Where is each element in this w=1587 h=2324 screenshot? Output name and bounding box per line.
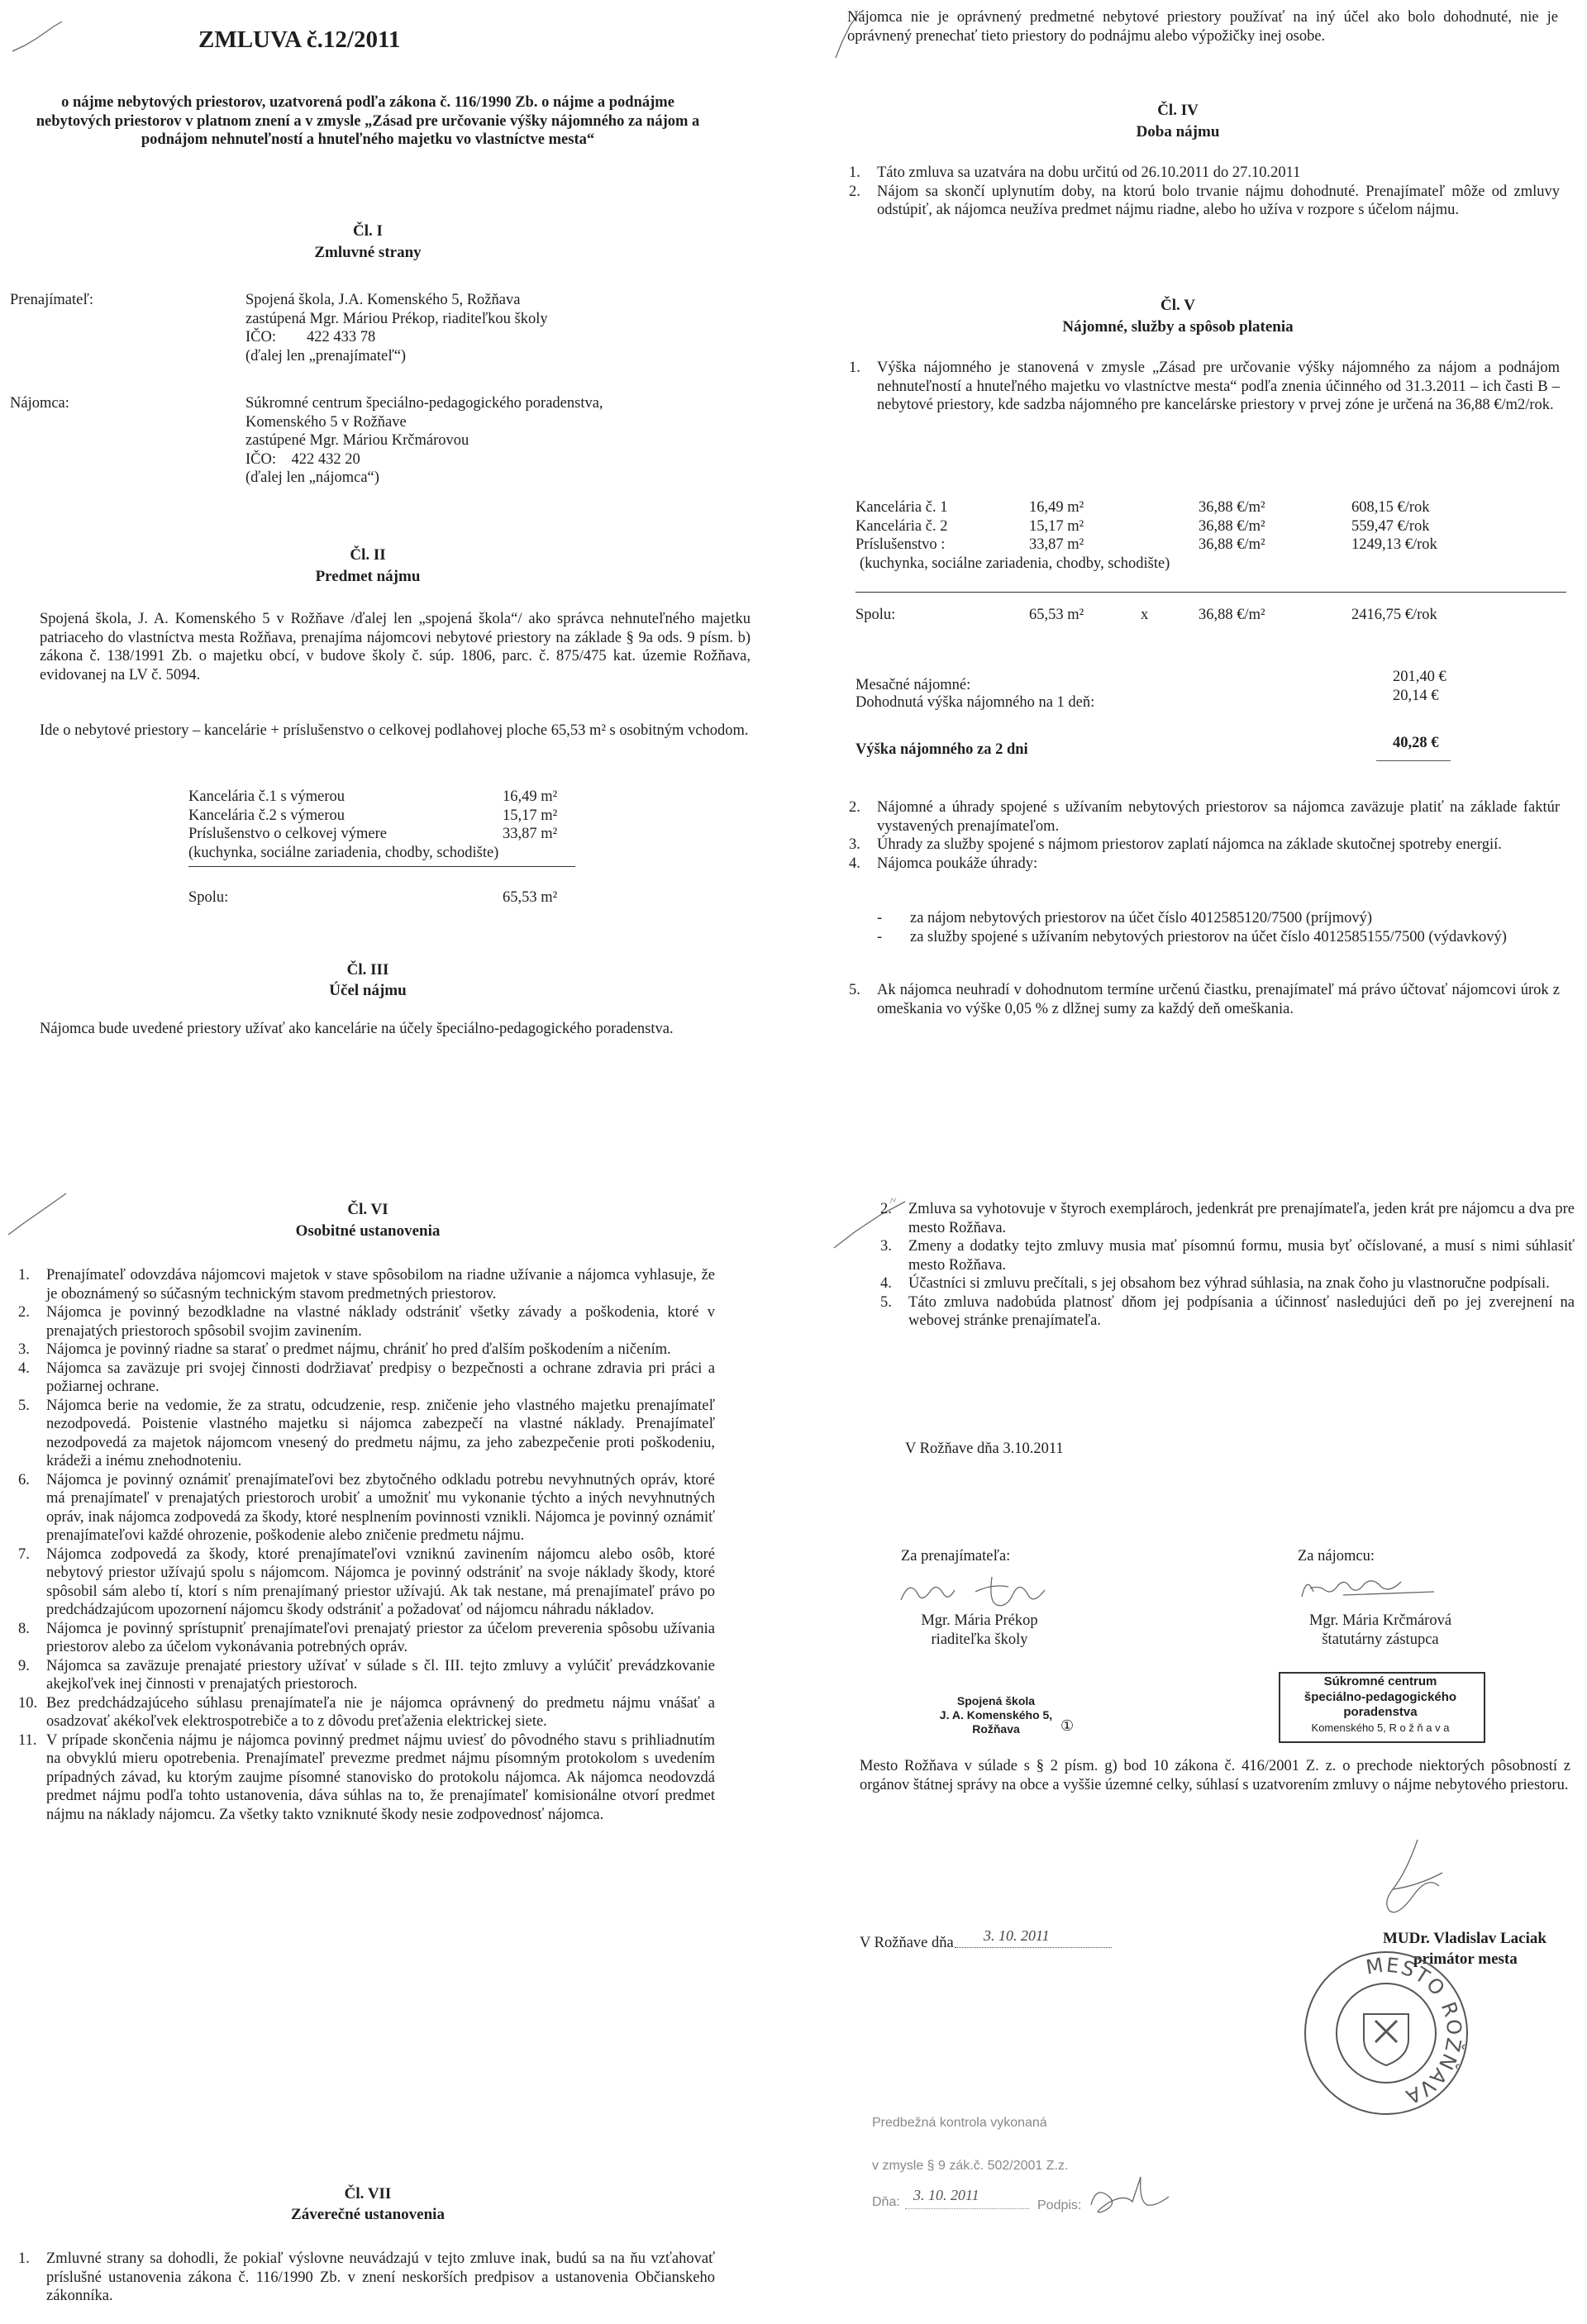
control-date-label: Dňa:	[872, 2195, 900, 2209]
list-item: 2. Nájomné a úhrady spojené s užívaním nebytových priestorov sa nájomca zaväzuje platiť na základe faktúr vystavených prenajímateľom.	[849, 799, 1560, 835]
two-day-rent-underline	[1376, 760, 1451, 761]
lessee-details	[245, 394, 741, 488]
centre-stamp-line: špeciálno-pedagogického	[1303, 1689, 1457, 1704]
contract-page-1	[0, 0, 794, 1099]
monthly-rent-row: Mesačné nájomné: 201,40 €	[855, 669, 1446, 693]
lessee-signatory-role: štatutárny zástupca	[1322, 1631, 1439, 1648]
article-6-list	[18, 1266, 715, 1824]
lessee-line: Komenského 5 v Rožňave	[245, 413, 407, 431]
article-2-text-2: Ide o nebytové priestory – kancelárie + príslušenstvo o celkovej podlahovej ploche 65,53 m² s osobitným vchodom.	[40, 722, 749, 739]
rent-table	[855, 498, 1566, 573]
city-date-label: V Rožňave dňa	[860, 1935, 954, 1951]
scan-mark-icon	[8, 17, 66, 58]
area-row: Kancelária č.1 s výmerou 16,49 m²	[188, 788, 558, 805]
article-4-title: Doba nájmu	[1136, 123, 1220, 140]
city-approval-text: Mesto Rožňava v súlade s § 2 písm. g) bod 10 zákona č. 416/2001 Z. z. o prechode niektorých pôsobností z orgánov štátnej správy na obce a vyššie územné celky, súhlasí s uzatvorením zmluvy o nájme nebytového priestoru.	[860, 1758, 1570, 1793]
two-day-rent	[855, 734, 1566, 758]
article-5-title: Nájomné, služby a spôsob platenia	[1062, 318, 1294, 336]
article-6-number: Čl. VI	[347, 1201, 388, 1218]
list-item: 4. Nájomca poukáže úhrady:	[849, 855, 1038, 872]
area-total	[188, 888, 585, 907]
contract-subtitle: o nájme nebytových priestorov, uzatvorená podľa zákona č. 116/1990 Zb. o nájme a podnájme nebytových priestorov v platnom znení a v zmysle „Zásad pre určovanie výšky nájomného za nájom a podnájom nehnuteľností a hnuteľného majetku vo vlastníctve mesta“	[36, 94, 700, 148]
list-item: 1. Zmluvné strany sa dohodli, že pokiaľ výslovne neuvádzajú v tejto zmluve inak, budú sa na ňu vzťahovať príslušné ustanovenia zákona č. 116/1990 Zb. v znení neskorších predpisov a ustanovenia Občianskeho zákonníka.	[18, 2250, 715, 2304]
rent-total	[855, 606, 1566, 625]
school-stamp-line: Rožňava	[972, 1722, 1020, 1736]
article-7-number: Čl. VII	[344, 2185, 392, 2203]
two-day-rent-value: 40,28 €	[1393, 735, 1439, 751]
rent-divider	[855, 592, 1566, 593]
centre-stamp-line: Súkromné centrum	[1323, 1674, 1437, 1688]
lessor-signature-heading: Za prenajímateľa:	[901, 1548, 1011, 1564]
list-item: 3. Nájomca je povinný riadne sa starať o predmet nájmu, chrániť ho pred ďalším poškodením a ničením.	[18, 1341, 671, 1358]
control-date-line	[905, 2208, 1029, 2209]
article-6-title: Osobitné ustanovenia	[295, 1222, 441, 1240]
rent-summary	[855, 668, 1566, 711]
lessor-signatory-role: riaditeľka školy	[931, 1631, 1028, 1648]
control-signature-icon	[1083, 2172, 1182, 2222]
article-3-continued: Nájomca nie je oprávnený predmetné nebytové priestory používať na iný účel ako bolo dohodnuté, nie je oprávnený prenechať tieto priestory do podnájmu alebo výpožičky inej osobe.	[847, 9, 1558, 45]
mayor-role: primátor mesta	[1413, 1950, 1518, 1968]
list-item: 2. Nájomca je povinný bezodkladne na vlastné náklady odstrániť všetky závady a poškodenia, ktoré v prenajatých priestoroch spôsobil svojim zavinením.	[18, 1304, 715, 1340]
area-row: Príslušenstvo o celkovej výmere 33,87 m²	[188, 826, 558, 842]
lessor-line: Spojená škola, J.A. Komenského 5, Rožňava	[245, 292, 521, 308]
lessor-signature-icon	[884, 1567, 1099, 1617]
list-item: 1. Táto zmluva sa uzatvára na dobu určitú od 26.10.2011 do 27.10.2011	[849, 164, 1301, 181]
school-stamp-line: Spojená škola	[956, 1694, 1036, 1707]
list-item: 1. Prenajímateľ odovzdáva nájomcovi majetok v stave spôsobilom na riadne užívanie a nájomca vyhlasuje, že je oboznámený so súčasným technickým stavom predmetných priestorov.	[18, 1267, 715, 1302]
article-3-title: Účel nájmu	[329, 982, 407, 999]
centre-stamp-line: poradenstva	[1343, 1705, 1418, 1719]
place-and-date: V Rožňave dňa 3.10.2011	[905, 1441, 1064, 1457]
daily-rent-row: Dohodnutá výška nájomného na 1 deň: 20,14 €	[855, 687, 1439, 711]
article-7-title: Záverečné ustanovenia	[291, 2206, 445, 2223]
lessor-label: Prenajímateľ:	[10, 292, 94, 308]
article-5-list-1	[849, 359, 1560, 415]
rent-total-amount: 2416,75 €/rok	[1351, 607, 1437, 623]
school-stamp-number: ①	[1060, 1717, 1075, 1734]
article-5-list-3	[849, 981, 1560, 1018]
article-5-number: Čl. V	[1160, 297, 1195, 314]
lessee-line: zastúpené Mgr. Máriou Krčmárovou	[245, 432, 469, 449]
contract-page-3	[0, 1174, 794, 2324]
lessee-signature-heading: Za nájomcu:	[1298, 1548, 1375, 1564]
lessor-details	[245, 291, 741, 365]
list-item: 10. Bez predchádzajúceho súhlasu prenajímateľa nie je nájomca oprávnený do predmetu nájmu vnášať a osadzovať akékoľvek elektrospotrebiče a to z dôvodu preťaženia elektrickej siete.	[18, 1694, 715, 1730]
article-3-text: Nájomca bude uvedené priestory užívať ako kancelárie na účely špeciálno-pedagogického poradenstva.	[40, 1021, 674, 1037]
contract-page-2	[831, 0, 1587, 1099]
payment-accounts	[877, 909, 1560, 946]
list-item: 5. Nájomca berie na vedomie, že za stratu, odcudzenie, resp. zničenie jeho vlastného majetku prenajímateľ nezodpovedá. Poistenie vlastného majetku si nájomca zabezpečí na vlastné náklady. Prenajímateľ nezodpovedá za majetok nájomcom vnesený do predmetu nájmu, za jeho zabezpečenie proti poškodeniu, krádeži a inému znehodnoteniu.	[18, 1397, 715, 1469]
centre-stamp-text	[1281, 1674, 1480, 1736]
article-1-title: Zmluvné strany	[314, 244, 422, 261]
lessee-line: IČO: 422 432 20	[245, 450, 360, 468]
list-item: 5. Ak nájomca neuhradí v dohodnutom termíne určenú čiastku, prenajímateľ má právo účtovať nájomcovi úrok z omeškania vo výške 0,05 % z dlžnej sumy za každý deň omeškania.	[849, 982, 1560, 1017]
list-item: 8. Nájomca je povinný sprístupniť prenajímateľovi prenajatý priestor za účelom preverenia spôsobu užívania priestorov alebo za účelom vykonávania potrebných opráv.	[18, 1620, 715, 1655]
lessee-line: (ďalej len „nájomca“)	[245, 469, 379, 486]
rent-total-x: x	[1141, 607, 1149, 623]
area-note: (kuchynka, sociálne zariadenia, chodby, schodište)	[188, 844, 499, 861]
article-3-number: Čl. III	[346, 961, 389, 979]
school-stamp-line: J. A. Komenského 5,	[939, 1708, 1053, 1722]
rent-total-rate: 36,88 €/m²	[1199, 607, 1265, 623]
payment-account-item: - za služby spojené s užívaním nebytových priestorov na účet číslo 4012585155/7500 (výdavkový)	[877, 928, 1507, 945]
rent-total-label: Spolu:	[855, 607, 896, 623]
list-item: 4. Nájomca sa zaväzuje pri svojej činnosti dodržiavať predpisy o bezpečnosti a ochrane zdravia pri práci a požiarnej ochrane.	[18, 1360, 715, 1395]
list-item: 11. V prípade skončenia nájmu je nájomca povinný predmet nájmu uviesť do pôvodného stavu s prihliadnutím na obvyklú mieru opotrebenia. Prenajímateľ prevezme predmet nájmu písomným protokolom s uvedením prípadných závad, ku ktorým zaujme písomné stanovisko do protokolu nájomca. Ak nájomca neodovzdá predmet nájmu podľa tohto ustanovenia, dáva súhlas na to, že prenajímateľ komisionálne otvorí predmet nájmu na náklady nájomcu. Za všetky takto vzniknuté škody nesie zodpovednosť nájomca.	[18, 1731, 715, 1823]
city-date-line	[955, 1947, 1112, 1948]
list-item: 2. Nájom sa skončí uplynutím doby, na ktorú bolo trvanie nájmu dohodnuté. Prenajímateľ môže od zmluvy odstúpiť, ak nájomca neužíva predmet nájmu riadne, alebo ho užíva v rozpore s účelom nájmu.	[849, 183, 1560, 218]
article-5-list-2	[849, 798, 1560, 873]
area-total-label: Spolu:	[188, 889, 229, 906]
area-row: Kancelária č.2 s výmerou 15,17 m²	[188, 807, 558, 824]
article-1-number: Čl. I	[353, 222, 383, 240]
contract-title: ZMLUVA č.12/2011	[198, 26, 401, 53]
control-sign-label: Podpis:	[1037, 2198, 1082, 2212]
school-stamp	[913, 1694, 1079, 1736]
list-item: 6. Nájomca je povinný oznámiť prenajímateľovi bez zbytočného odkladu potrebu nevyhnutných opráv, ktoré má prenajímateľ v prenajatých priestoroch urobiť a umožniť mu vykonanie týchto a iných nevyhnutných opráv, inak nájomca zodpovedá za škody, ktoré nesplnením povinnosti vznikli. Nájomca je povinný oznámiť prenajímateľovi každé ohrozenie, poškodenie alebo zničenie predmetu nájmu.	[18, 1471, 715, 1544]
control-date-handwritten: 3. 10. 2011	[913, 2187, 979, 2203]
list-item: 7. Nájomca zodpovedá za škody, ktoré prenajímateľovi vzniknú zavinením nájomcu alebo osôb, ktoré nebytový priestor užívajú spolu s nájomcom. Nájomca je povinný odstrániť na svoje náklady škody, ktoré spôsobil sám alebo tí, ktorí s ním prenajímaný priestor užívajú. Ak tak nestane, má prenajímateľ právo po predchádzajúcom upozornení nájomcu škody odstrániť a požadovať od nájomcu náhradu nákladov.	[18, 1545, 715, 1618]
two-day-rent-label: Výška nájomného za 2 dni	[855, 741, 1028, 758]
rent-row: Kancelária č. 2 15,17 m² 36,88 €/m² 559,47 €/rok	[855, 517, 1430, 535]
rent-total-area: 65,53 m²	[1029, 607, 1084, 623]
lessor-line: IČO: 422 433 78	[245, 329, 376, 345]
list-item: 9. Nájomca sa zaväzuje prenajaté priestory užívať v súlade s čl. III. tejto zmluvy a vylúčiť prevádzkovanie akejkoľvek inej činnosti v prenajatých priestoroch.	[18, 1657, 715, 1693]
scan-mark-icon	[5, 1190, 71, 1240]
list-item: 2. Zmluva sa vyhotovuje v štyroch exemplároch, jedenkrát pre prenajímateľa, jeden krát pre nájomcu a dva pre mesto Rožňava.	[880, 1201, 1575, 1236]
area-table	[188, 788, 585, 862]
mayor-signature-icon	[1360, 1835, 1467, 1926]
lessee-line: Súkromné centrum špeciálno-pedagogického poradenstva,	[245, 395, 603, 412]
lessee-label: Nájomca:	[10, 395, 69, 412]
control-stamp-line-2: v zmysle § 9 zák.č. 502/2001 Z.z.	[872, 2159, 1069, 2173]
svg-text:MESTO ROŽŇAVA	[1365, 1953, 1467, 2108]
contract-page-4	[831, 1174, 1587, 2324]
article-7-list	[18, 2250, 715, 2306]
article-4-number: Čl. IV	[1157, 102, 1199, 119]
rent-row: Kancelária č. 1 16,49 m² 36,88 €/m² 608,15 €/rok	[855, 499, 1430, 516]
article-2-number: Čl. II	[350, 546, 386, 564]
rent-row: Príslušenstvo : 33,87 m² 36,88 €/m² 1249,13 €/rok	[855, 536, 1437, 553]
control-stamp-line-1: Predbežná kontrola vykonaná	[872, 2116, 1047, 2130]
article-2-text: Spojená škola, J. A. Komenského 5 v Rožňave /ďalej len „spojená škola“/ ako správca nehnuteľného majetku patriaceho do vlastníctva mesta Rožňava, prenajíma nájomcovi nebytové priestory na základe § 9a ods. 9 písm. b) zákona č. 138/1991 Zb. o majetku obcí, v budove školy č. súp. 1806, parc. č. 875/475 kat. územie Rožňava, evidovanej na LV č. 5094.	[40, 611, 751, 683]
lessee-signatory-name: Mgr. Mária Krčmárová	[1308, 1612, 1452, 1629]
area-divider	[188, 866, 575, 867]
list-item: 4. Účastníci si zmluvu prečítali, s jej obsahom bez výhrad súhlasia, na znak čoho ju vlastnoručne podpísali.	[880, 1275, 1550, 1292]
lessor-line: (ďalej len „prenajímateľ“)	[245, 347, 407, 364]
city-seal-text: MESTO ROŽŇAVA	[1364, 1953, 1466, 2109]
mayor-name: MUDr. Vladislav Laciak	[1383, 1930, 1546, 1947]
payment-account-item: - za nájom nebytových priestorov na účet číslo 4012585120/7500 (príjmový)	[877, 910, 1372, 926]
city-date-handwritten: 3. 10. 2011	[984, 1927, 1050, 1944]
area-total-value: 65,53 m²	[503, 889, 558, 906]
lessor-line: zastúpená Mgr. Máriou Prékop, riaditeľkou školy	[245, 310, 548, 327]
list-item: 1. Výška nájomného je stanovená v zmysle „Zásad pre určovanie výšky nájomného za nájom a podnájom nehnuteľností a hnuteľného majetku vo vlastníctve mesta“ podľa znenia účinného od 31.3.2011 – ich časti B – nebytové priestory, kde sadzba nájomného pre kancelárske priestory v prvej zóne je určená na 36,88 €/m2/rok.	[849, 360, 1560, 413]
city-seal-icon	[1299, 1946, 1473, 2120]
lessee-signature-icon	[1294, 1567, 1459, 1608]
list-item: 3. Zmeny a dodatky tejto zmluvy musia mať písomnú formu, musia byť očíslované, a musí s nimi súhlasiť mesto Rožňava.	[880, 1238, 1575, 1274]
list-item: 3. Úhrady za služby spojené s nájmom priestorov zaplatí nájomca na základe skutočnej spotreby energií.	[849, 836, 1502, 853]
centre-stamp-line: Komenského 5, R o ž ň a v a	[1311, 1721, 1450, 1734]
article-2-title: Predmet nájmu	[315, 568, 421, 585]
article-7-list-continued	[880, 1200, 1575, 1331]
list-item: 5. Táto zmluva nadobúda platnosť dňom jej podpísania a účinnosť nasledujúci deň po jej zverejnení na webovej stránke prenajímateľa.	[880, 1293, 1575, 1329]
lessor-signatory-name: Mgr. Mária Prékop	[921, 1612, 1038, 1629]
rent-note: (kuchynka, sociálne zariadenia, chodby, schodište)	[860, 555, 1170, 572]
article-4-list	[849, 164, 1560, 220]
